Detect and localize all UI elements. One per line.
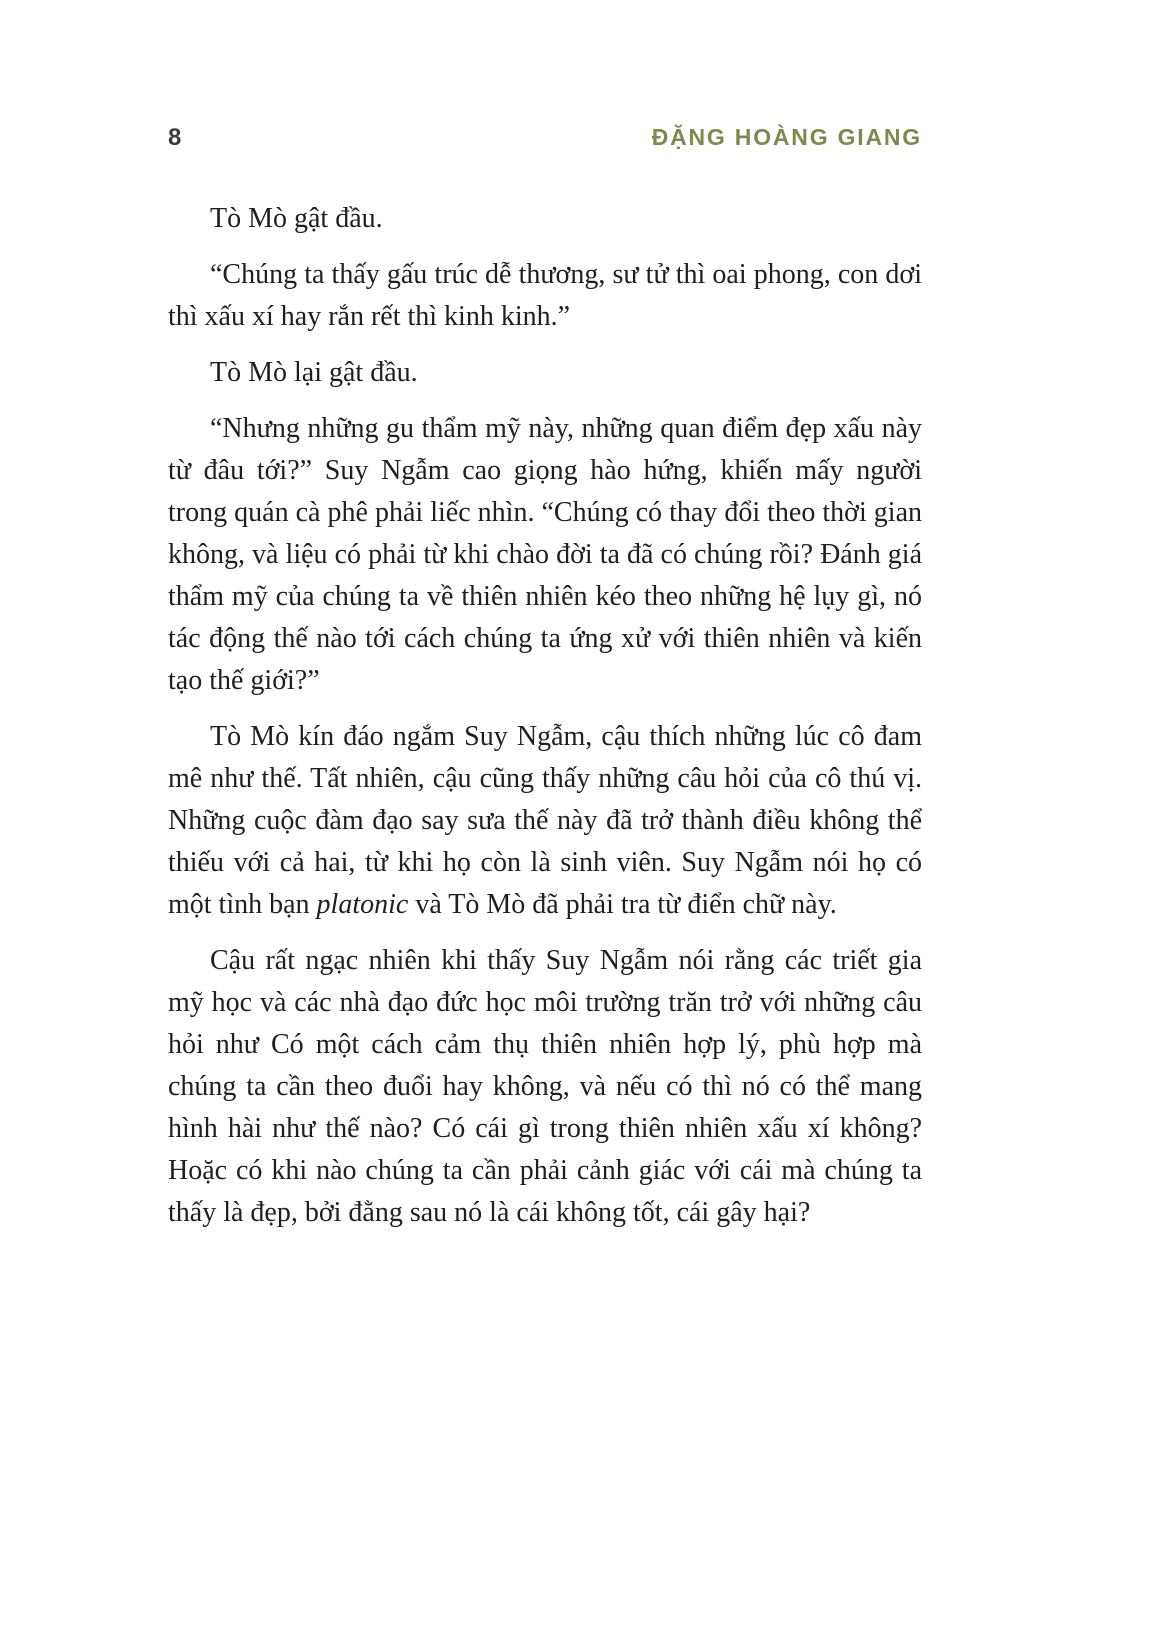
italic-term-platonic: platonic bbox=[316, 889, 409, 920]
page-body bbox=[168, 198, 922, 1234]
paragraph-5-text-post: và Tò Mò đã phải tra từ điển chữ này. bbox=[408, 889, 837, 920]
paragraph-5-text-pre: Tò Mò kín đáo ngắm Suy Ngẫm, cậu thích những lúc cô đam mê như thế. Tất nhiên, cậu cũng thấy những câu hỏi của cô thú vị. Những cuộc đàm đạo say sưa thế này đã trở thành điều không thể thiếu với cả hai, từ khi họ còn là sinh viên. Suy Ngẫm nói họ có một tình bạn bbox=[168, 721, 922, 920]
page-number: 8 bbox=[168, 124, 182, 151]
paragraph-1: Tò Mò gật đầu. bbox=[210, 203, 383, 234]
paragraph-3: Tò Mò lại gật đầu. bbox=[210, 357, 418, 388]
paragraph-2: “Chúng ta thấy gấu trúc dễ thương, sư tử thì oai phong, con dơi thì xấu xí hay rắn rết thì kinh kinh.” bbox=[168, 259, 922, 332]
running-head-author: ĐẶNG HOÀNG GIANG bbox=[651, 124, 922, 150]
paragraph-6: Cậu rất ngạc nhiên khi thấy Suy Ngẫm nói rằng các triết gia mỹ học và các nhà đạo đức học môi trường trăn trở với những câu hỏi như Có một cách cảm thụ thiên nhiên hợp lý, phù hợp mà chúng ta cần theo đuổi hay không, và nếu có thì nó có thể mang hình hài như thế nào? Có cái gì trong thiên nhiên xấu xí không? Hoặc có khi nào chúng ta cần phải cảnh giác với cái mà chúng ta thấy là đẹp, bởi đằng sau nó là cái không tốt, cái gây hại? bbox=[168, 945, 922, 1228]
paragraph-4: “Nhưng những gu thẩm mỹ này, những quan điểm đẹp xấu này từ đâu tới?” Suy Ngẫm cao giọng hào hứng, khiến mấy người trong quán cà phê phải liếc nhìn. “Chúng có thay đổi theo thời gian không, và liệu có phải từ khi chào đời ta đã có chúng rồi? Đánh giá thẩm mỹ của chúng ta về thiên nhiên kéo theo những hệ lụy gì, nó tác động thế nào tới cách chúng ta ứng xử với thiên nhiên và kiến tạo thế giới?” bbox=[168, 413, 922, 696]
running-header bbox=[168, 124, 922, 152]
paragraph-5 bbox=[168, 716, 922, 926]
